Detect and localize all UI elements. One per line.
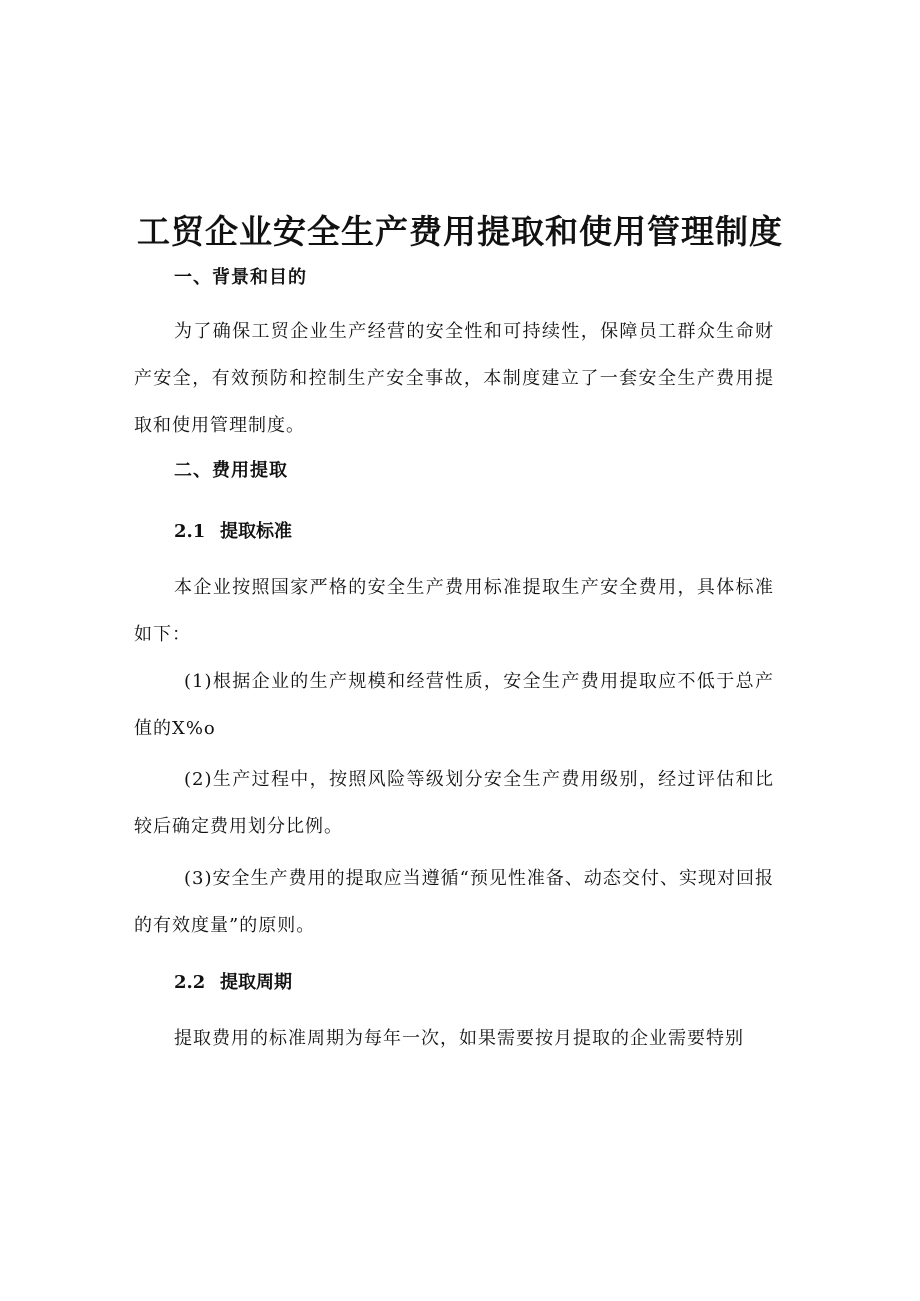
extraction-standard-intro: 本企业按照国家严格的安全生产费用标准提取生产安全费用，具体标准如下： [134,577,774,645]
subsection-2-2-heading [174,971,292,995]
subsection-2-2-number: 2.2 [174,972,206,993]
subsection-2-1-heading [174,520,292,544]
standard-item-3: (3)安全生产费用的提取应当遵循“预见性准备、动态交付、实现对回报的有效度量”的原则。 [134,868,774,936]
section1-heading: 一、背景和目的 [174,267,307,288]
section2-heading: 二、费用提取 [174,460,288,481]
subsection-2-1-number: 2.1 [174,521,206,542]
section1-paragraph: 为了确保工贸企业生产经营的安全性和可持续性，保障员工群众生命财产安全，有效预防和控制生产安全事故，本制度建立了一套安全生产费用提取和使用管理制度。 [134,321,774,436]
extraction-period-paragraph: 提取费用的标准周期为每年一次，如果需要按月提取的企业需要特别 [174,1028,744,1049]
document-title: 工贸企业安全生产费用提取和使用管理制度 [137,212,783,251]
standard-item-1: (1)根据企业的生产规模和经营性质，安全生产费用提取应不低于总产值的X%o [134,671,774,739]
subsection-2-1-title: 提取标准 [220,521,292,542]
standard-item-2: (2)生产过程中，按照风险等级划分安全生产费用级别，经过评估和比较后确定费用划分比例。 [134,769,774,837]
subsection-2-2-title: 提取周期 [220,972,292,993]
